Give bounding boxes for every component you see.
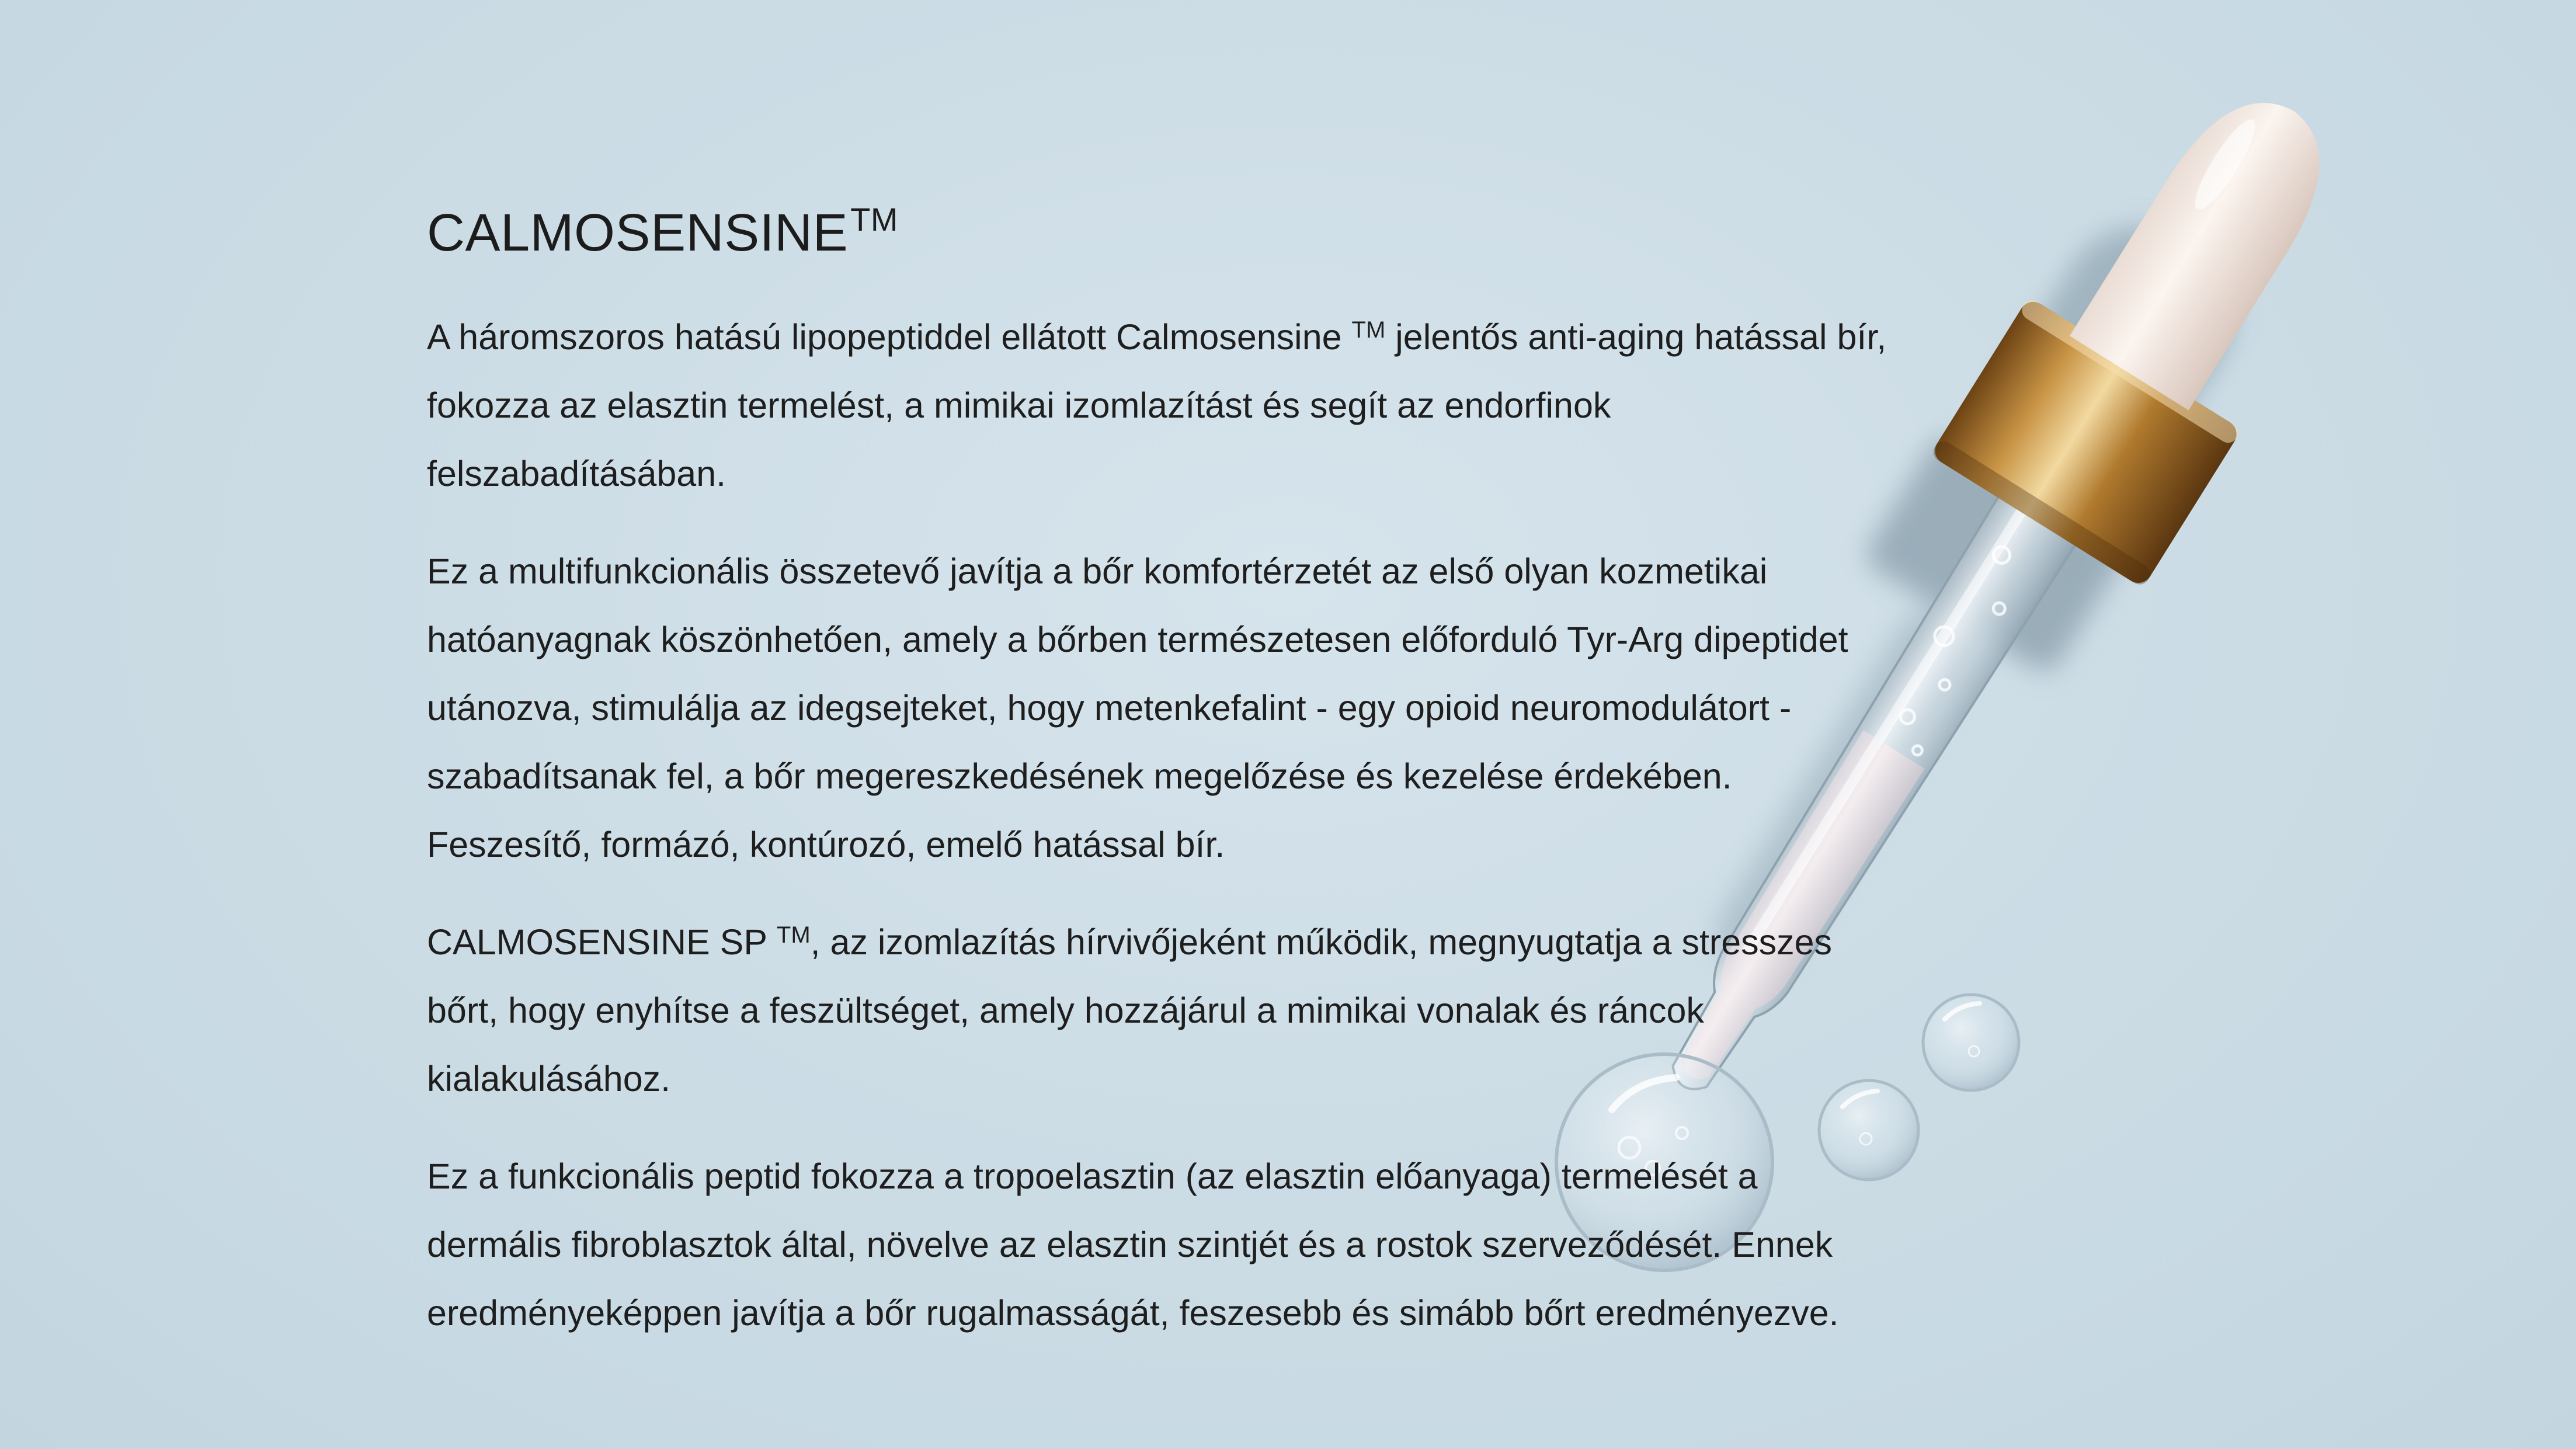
paragraph-multifunctional: Ez a multifunkcionális összetevő javítja a bőr komfortérzetét az első olyan kozmetikai hatóanyagnak köszönhetően, amely a bőrben természetesen előforduló Tyr-Arg dipeptidet utánozva, stimulálja az idegsejteket, hogy metenkefalint - egy opioid neuromodulátort - szabadítsanak fel, a bőr megereszkedésének megelőzése és kezelése érdekében. Feszesítő, formázó, kontúrozó, emelő hatással bír. xyxy=(427,551,1848,864)
trademark-mark: TM xyxy=(1351,317,1386,343)
page-title: CALMOSENSINE™ xyxy=(427,201,899,262)
paragraph-calmosensine-sp: CALMOSENSINE SP ™, az izomlazítás hírvivőjeként működik, megnyugtatja a stresszes bőrt, hogy enyhítse a feszültséget, amely hozzájárul a mimikai vonalak és ráncok kialakulásához. xyxy=(427,922,1833,1099)
paragraph-peptide: Ez a funkcionális peptid fokozza a tropoelasztin (az elasztin előanyaga) termelését a dermális fibroblasztok által, növelve az elasztin szintjét és a rostok szerveződését. Ennek eredményeképpen javítja a bőr rugalmasságát, feszesebb és simább bőrt eredményezve. xyxy=(427,1156,1839,1333)
title-trademark: TM xyxy=(850,201,899,238)
text-content xyxy=(427,201,1887,1377)
paragraph-intro: A háromszoros hatású lipopeptiddel ellátott Calmosensine ™ jelentős anti-aging hatással bír, fokozza az elasztin termelést, a mimikai izomlazítást és segít az endorfinok felszabadításában. xyxy=(427,317,1887,494)
trademark-mark: TM xyxy=(776,922,811,948)
